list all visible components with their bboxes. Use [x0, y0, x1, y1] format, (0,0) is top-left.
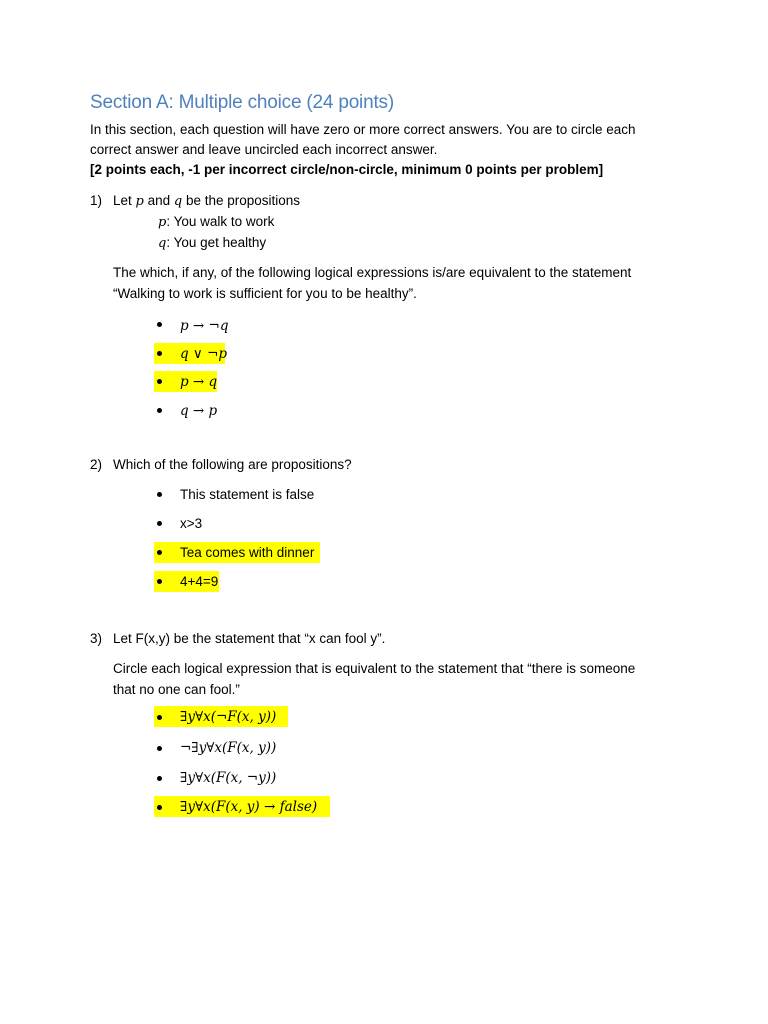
intro-line-1: In this section, each question will have zero or more correct answers. You are to circle each — [90, 122, 636, 137]
q2-prompt: Which of the following are propositions? — [113, 457, 352, 472]
q1-prompt: Let p and q be the propositions — [113, 193, 301, 209]
q1-option-3[interactable]: p → q — [180, 374, 218, 390]
intro-line-2: correct answer and leave uncircled each incorrect answer. — [90, 142, 438, 157]
q1-option-1[interactable]: p → ¬q — [180, 318, 229, 334]
q2-option-1[interactable]: This statement is false — [180, 487, 315, 502]
q2-number: 2) — [90, 457, 103, 472]
q2-option-2[interactable]: x>3 — [180, 516, 203, 531]
q3-number: 3) — [90, 631, 103, 646]
q1-question-line-1: The which, if any, of the following logical expressions is/are equivalent to the statement — [113, 265, 632, 280]
q2-option-2-bullet — [157, 521, 162, 526]
q3-option-1-bullet — [157, 715, 162, 720]
q2-option-4[interactable]: 4+4=9 — [180, 574, 219, 589]
q3-option-2[interactable]: ¬∃y∀x(F(x, y)) — [180, 740, 277, 756]
q1-option-4[interactable]: q → p — [180, 403, 218, 419]
q3-question-line-1: Circle each logical expression that is equivalent to the statement that “there is someone — [113, 661, 636, 676]
q3-option-1[interactable]: ∃y∀x(¬F(x, y)) — [180, 709, 277, 725]
scoring-rules: [2 points each, -1 per incorrect circle/non-circle, minimum 0 points per problem] — [90, 162, 604, 177]
q2-option-1-bullet — [157, 492, 162, 497]
q3-option-3[interactable]: ∃y∀x(F(x, ¬y)) — [180, 770, 277, 786]
q3-question-line-2: that no one can fool.” — [113, 682, 240, 697]
q1-definition-q: q: You get healthy — [158, 235, 267, 251]
q1-option-1-bullet — [157, 322, 162, 327]
q1-question-line-2: “Walking to work is sufficient for you to be healthy”. — [113, 286, 417, 301]
q3-option-4[interactable]: ∃y∀x(F(x, y) → false) — [180, 799, 318, 815]
q2-option-3-bullet — [157, 550, 162, 555]
q1-option-2[interactable]: q ∨ ¬p — [180, 346, 228, 362]
q2-option-4-bullet — [157, 579, 162, 584]
q3-option-3-bullet — [157, 776, 162, 781]
q1-option-4-bullet — [157, 408, 162, 413]
q3-option-4-bullet — [157, 805, 162, 810]
q1-number: 1) — [90, 193, 103, 208]
q1-definition-p: p: You walk to work — [158, 214, 275, 230]
q1-option-2-bullet — [157, 351, 162, 356]
q3-option-2-bullet — [157, 746, 162, 751]
q2-option-3[interactable]: Tea comes with dinner — [180, 545, 315, 560]
section-title: Section A: Multiple choice (24 points) — [90, 92, 394, 113]
q1-option-3-bullet — [157, 379, 162, 384]
q3-prompt: Let F(x,y) be the statement that “x can fool y”. — [113, 631, 386, 646]
